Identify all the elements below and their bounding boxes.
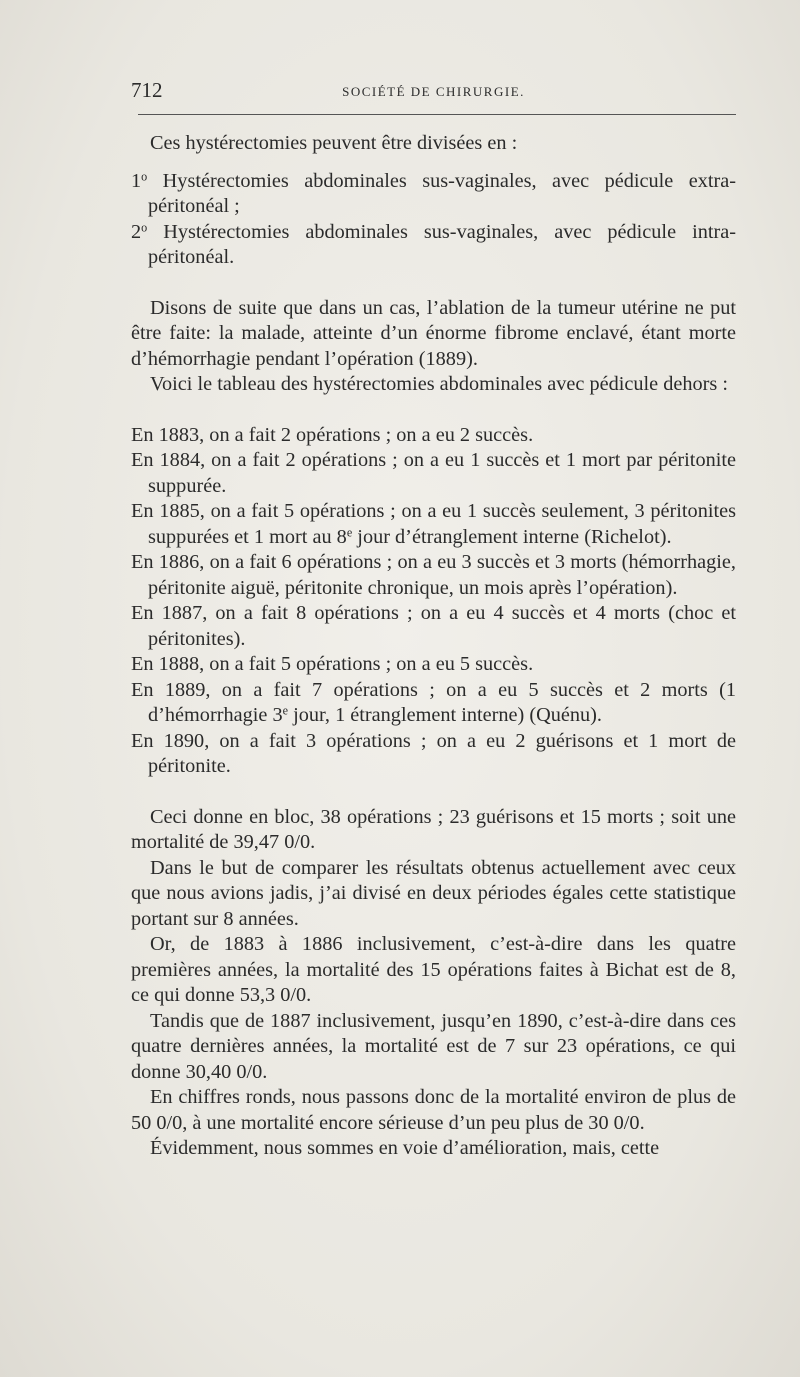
body-text <box>131 131 736 1162</box>
year-entry: En 1886, on a fait 6 opérations ; on a eu 3 succès et 3 morts (hémorrhagie, péritonite aiguë, péritonite chronique, un mois après l’opération). <box>131 551 736 599</box>
year-entry: En 1883, on a fait 2 opérations ; on a eu 2 succès. <box>131 423 534 446</box>
ablation-paragraph: Disons de suite que dans un cas, l’ablation de la tumeur utérine ne put être faite: la malade, atteinte d’un énorme fibrome enclavé, étant morte d’hémorrhagie pendant l’opération (1889). <box>131 296 736 370</box>
header-rule <box>138 114 736 115</box>
conclusion-paragraph: En chiffres ronds, nous passons donc de la mortalité environ de plus de 50 0/0, à une mortalité encore sérieuse d’un peu plus de 30 0/0. <box>131 1086 736 1134</box>
year-entry: En 1890, on a fait 3 opérations ; on a eu 2 guérisons et 1 mort de péritonite. <box>131 729 736 777</box>
tableau-paragraph: Voici le tableau des hystérectomies abdominales avec pédicule dehors : <box>150 373 729 395</box>
intro-paragraph: Ces hystérectomies peuvent être divisées en : <box>150 132 518 154</box>
page-header <box>131 74 736 104</box>
category-item-2: 2$^o$ Hystérectomies abdominales sus-vaginales, avec pédicule intra-péritonéal. <box>131 219 736 268</box>
conclusion-paragraph: Tandis que de 1887 inclusivement, jusqu’en 1890, c’est-à-dire dans ces quatre dernières années, la mortalité est de 7 sur 23 opérations, ce qui donne 30,40 0/0. <box>131 1009 736 1083</box>
year-entry: En 1885, on a fait 5 opérations ; on a eu 1 succès seulement, 3 péritonites suppurées et 1 mort au 8e jour d’étranglement interne (Richelot). <box>131 500 736 548</box>
conclusion-paragraph: Dans le but de comparer les résultats obtenus actuellement avec ceux que nous avions jadis, j’ai divisé en deux périodes égales cette statistique portant sur 8 années. <box>131 856 736 930</box>
category-item-1: 1$^o$ Hystérectomies abdominales sus-vaginales, avec pédicule extra-péritonéal ; <box>131 168 736 217</box>
year-entry: En 1884, on a fait 2 opérations ; on a eu 1 succès et 1 mort par péritonite suppurée. <box>131 449 736 497</box>
year-entry: En 1889, on a fait 7 opérations ; on a eu 5 succès et 2 morts (1 d’hémorrhagie 3e jour, 1 étranglement interne) (Quénu). <box>131 678 736 726</box>
year-entry: En 1888, on a fait 5 opérations ; on a eu 5 succès. <box>131 653 534 675</box>
page-number: 712 <box>131 78 163 102</box>
running-head: SOCIÉTÉ DE CHIRURGIE. <box>342 84 525 99</box>
conclusion-paragraph: Or, de 1883 à 1886 inclusivement, c’est-à-dire dans les quatre premières années, la mortalité des 15 opérations faites à Bichat est de 8, ce qui donne 53,3 0/0. <box>131 933 736 1006</box>
conclusion-paragraph: Évidemment, nous sommes en voie d’amélioration, mais, cette <box>150 1137 660 1159</box>
conclusion-paragraph: Ceci donne en bloc, 38 opérations ; 23 guérisons et 15 morts ; soit une mortalité de 39,47 0/0. <box>131 805 736 853</box>
year-entry: En 1887, on a fait 8 opérations ; on a eu 4 succès et 4 morts (choc et péritonites). <box>131 602 736 650</box>
